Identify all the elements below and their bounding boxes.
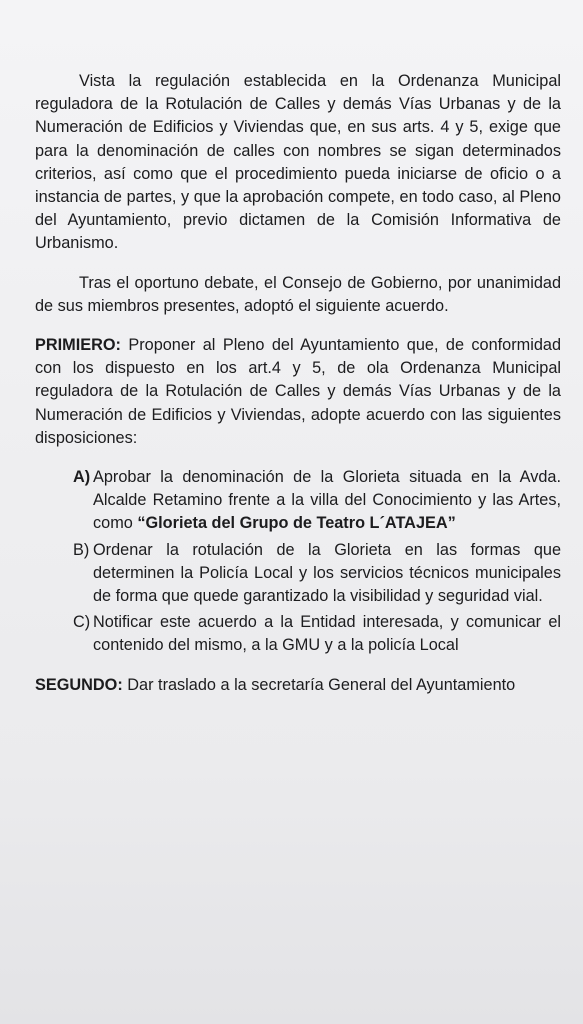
list-item-a — [73, 466, 561, 536]
item-b-text: Ordenar la rotulación de la Glorieta en las formas que determinen la Policía Local y los servicios técnicos municipales de forma que quede garantizado la visibilidad y seguridad vial. — [93, 540, 561, 606]
primero-text: Proponer al Pleno del Ayuntamiento que, de conformidad con los dispuesto en los art.4 y 5, de ola Ordenanza Municipal reguladora de la Rotulación de Calles y demás Vías Urbanas y de la Numeración de Edificios y Viviendas, adopte acuerdo con las siguientes disposiciones: — [35, 336, 562, 447]
document-body — [35, 70, 561, 713]
paragraph-debate: Tras el oportuno debate, el Consejo de Gobierno, por unanimidad de sus miembros presentes, adoptó el siguiente acuerdo. — [35, 273, 561, 315]
item-b-mark: B) — [73, 540, 90, 559]
dispositions-list — [35, 466, 561, 658]
paragraph-regulation: Vista la regulación establecida en la Ordenanza Municipal reguladora de la Rotulación de Calles y demás Vías Urbanas y de la Numeración de Edificios y Viviendas que, en sus arts. 4 y 5, exige que para la denominación de calles con nombres se sigan determinados criterios, así como que el procedimiento pueda iniciarse de oficio o a instancia de partes, y que la aprobación compete, en todo caso, al Pleno del Ayuntamiento, previo dictamen de la Comisión Informativa de Urbanismo. — [35, 72, 561, 253]
list-item-b — [73, 539, 561, 609]
segundo-text: Dar traslado a la secretaría General del Ayuntamiento — [127, 675, 516, 694]
primero-heading: PRIMIERO: — [35, 336, 121, 355]
item-c-mark: C) — [73, 613, 91, 632]
segundo-heading: SEGUNDO: — [35, 675, 123, 694]
item-a-body — [93, 466, 561, 536]
section-primero — [35, 334, 561, 450]
item-c-text: Notificar este acuerdo a la Entidad interesada, y comunicar el contenido del mismo, a la GMU y a la policía Local — [93, 613, 561, 655]
item-a-mark: A) — [73, 468, 91, 487]
glorieta-name: “Glorieta del Grupo de Teatro L´ATAJEA” — [137, 514, 456, 533]
item-a-text: Aprobar la denominación de la Glorieta situada en la Avda. Alcalde Retamino frente a la villa del Conocimiento y las Artes, como — [93, 468, 561, 533]
section-segundo — [35, 674, 561, 697]
list-item-c — [73, 611, 561, 657]
